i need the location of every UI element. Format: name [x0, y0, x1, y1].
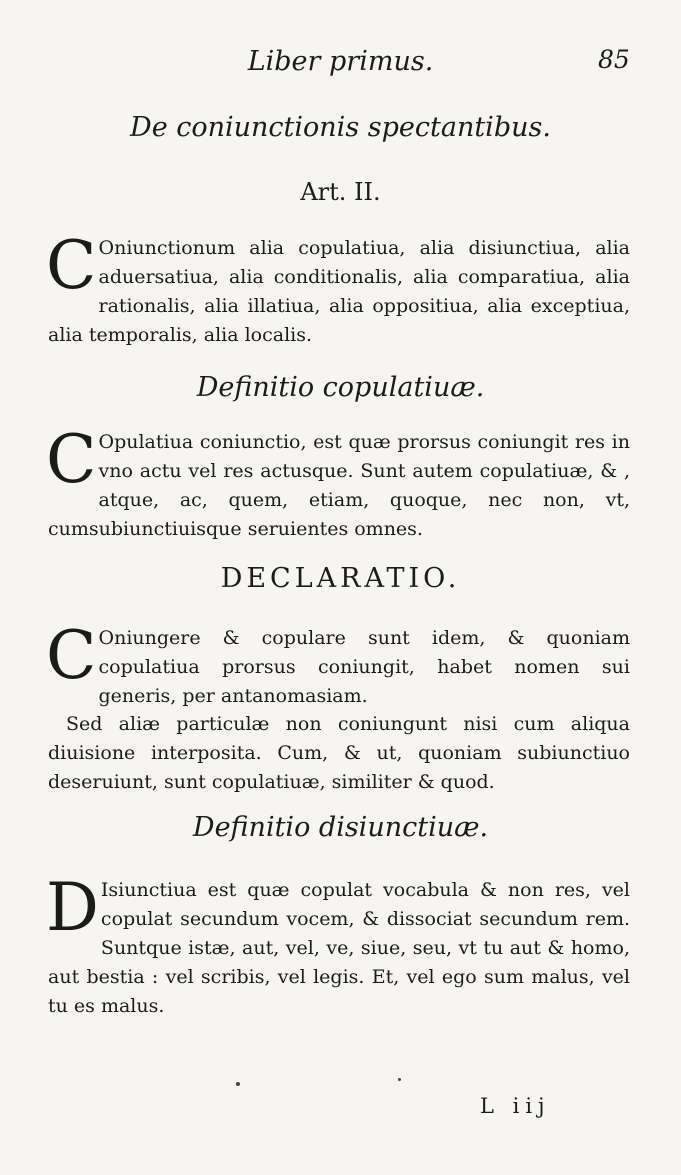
paragraph-declaratio [46, 617, 630, 711]
article-heading: Art. II. [300, 178, 381, 206]
ink-speck [398, 1078, 401, 1081]
drop-cap: C [46, 617, 97, 694]
drop-cap: C [46, 421, 97, 498]
paragraph-text: Oniungere & copulare sunt idem, & quoniam copulatiua prorsus coniungit, habet nomen sui generis, per antanomasiam. [98, 627, 630, 707]
page-number: 85 [598, 45, 630, 74]
paragraph-text: Sed aliæ particulæ non coniungunt nisi cum aliqua diuisione interposita. Cum, & ut, quoniam subiunctiuo deseruiunt, sunt copulatiuæ, similiter & quod. [48, 713, 630, 793]
paragraph-text: Opulatiua coniunctio, est quæ prorsus coniungit res in vno actu vel res actusque. Sunt autem copulatiuæ, & , atque, ac, quem, etiam, quoque, nec non, vt, cumsubiunctiuisque seruientes omnes. [48, 431, 630, 540]
paragraph-text: Isiunctiua est quæ copulat vocabula & non res, vel copulat secundum vocem, & dissociat secundum rem. Suntque istæ, aut, vel, ve, siue, seu, vt tu aut & homo, aut bestia : vel scribis, vel legis. Et, vel ego sum malus, vel tu es malus. [48, 879, 630, 1017]
drop-cap: D [46, 869, 99, 946]
paragraph-aliae-particulae [48, 710, 630, 797]
signature-mark: L iij [480, 1094, 551, 1118]
ink-speck [236, 1082, 240, 1086]
heading-declaratio: DECLARATIO. [220, 563, 461, 594]
paragraph-disiunctiua-definition [46, 869, 630, 1021]
paragraph-copulatiua-definition [46, 421, 630, 544]
heading-definitio-copulatiuae: Definitio copulatiuæ. [196, 372, 485, 403]
paragraph-conjunction-types [46, 227, 630, 350]
drop-cap: C [46, 227, 97, 304]
paragraph-text: Oniunctionum alia copulatiua, alia disiunctiua, alia aduersatiua, alia conditionalis, alia comparatiua, alia rationalis, alia illatiua, alia oppositiua, alia exceptiua, alia temporalis, alia localis. [48, 237, 630, 346]
section-heading: De coniunctionis spectantibus. [130, 112, 551, 143]
running-header-title: Liber primus. [247, 46, 434, 77]
heading-definitio-disiunctiuae: Definitio disiunctiuæ. [192, 812, 489, 843]
